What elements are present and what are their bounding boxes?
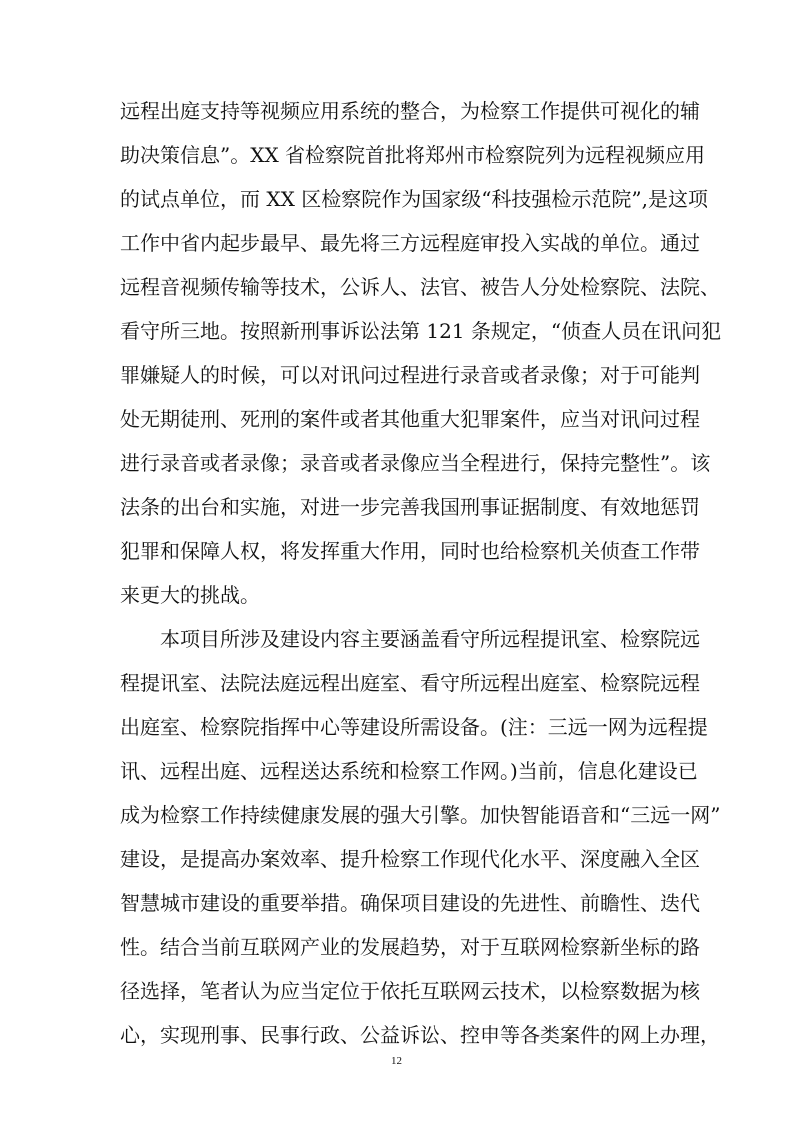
text-line: 处无期徒刑、死刑的案件或者其他重大犯罪案件，应当对讯问过程 <box>120 407 700 431</box>
text-line: 成为检察工作持续健康发展的强大引擎。加快智能语音和“三远一网” <box>120 803 721 827</box>
paragraph-first-line: 本项目所涉及建设内容主要涵盖看守所远程提讯室、检察院远 <box>160 627 700 651</box>
text-line: 进行录音或者录像；录音或者录像应当全程进行，保持完整性”。该 <box>120 451 711 475</box>
text-line: 性。结合当前互联网产业的发展趋势，对于互联网检察新坐标的路 <box>120 935 700 959</box>
text-line: 程提讯室、法院法庭远程出庭室、看守所远程出庭室、检察院远程 <box>120 671 700 695</box>
text-line: 法条的出台和实施，对进一步完善我国刑事证据制度、有效地惩罚 <box>120 495 700 519</box>
text-line: 助决策信息”。XX 省检察院首批将郑州市检察院列为远程视频应用 <box>120 143 706 167</box>
text-line: 看守所三地。按照新刑事诉讼法第 121 条规定，“侦查人员在讯问犯 <box>120 319 722 343</box>
page-number: 12 <box>391 1055 402 1067</box>
text-line: 心，实现刑事、民事行政、公益诉讼、控申等各类案件的网上办理， <box>120 1023 720 1047</box>
text-line: 的试点单位，而 XX 区检察院作为国家级“科技强检示范院”,是这项 <box>120 187 708 211</box>
text-line: 智慧城市建设的重要举措。确保项目建设的先进性、前瞻性、迭代 <box>120 891 700 915</box>
text-line: 径选择，笔者认为应当定位于依托互联网云技术，以检察数据为核 <box>120 979 700 1003</box>
text-line: 工作中省内起步最早、最先将三方远程庭审投入实战的单位。通过 <box>120 231 700 255</box>
text-line: 罪嫌疑人的时候，可以对讯问过程进行录音或者录像；对于可能判 <box>120 363 700 387</box>
text-line: 远程出庭支持等视频应用系统的整合，为检察工作提供可视化的辅 <box>120 99 700 123</box>
paragraph-end-line: 来更大的挑战。 <box>120 583 260 607</box>
text-line: 犯罪和保障人权，将发挥重大作用，同时也给检察机关侦查工作带 <box>120 539 700 563</box>
text-line: 出庭室、检察院指挥中心等建设所需设备。(注：三远一网为远程提 <box>120 715 708 739</box>
text-line: 讯、远程出庭、远程送达系统和检察工作网。)当前，信息化建设已 <box>120 759 698 783</box>
text-line: 建设，是提高办案效率、提升检察工作现代化水平、深度融入全区 <box>120 847 700 871</box>
text-line: 远程音视频传输等技术，公诉人、法官、被告人分处检察院、法院、 <box>120 275 720 299</box>
